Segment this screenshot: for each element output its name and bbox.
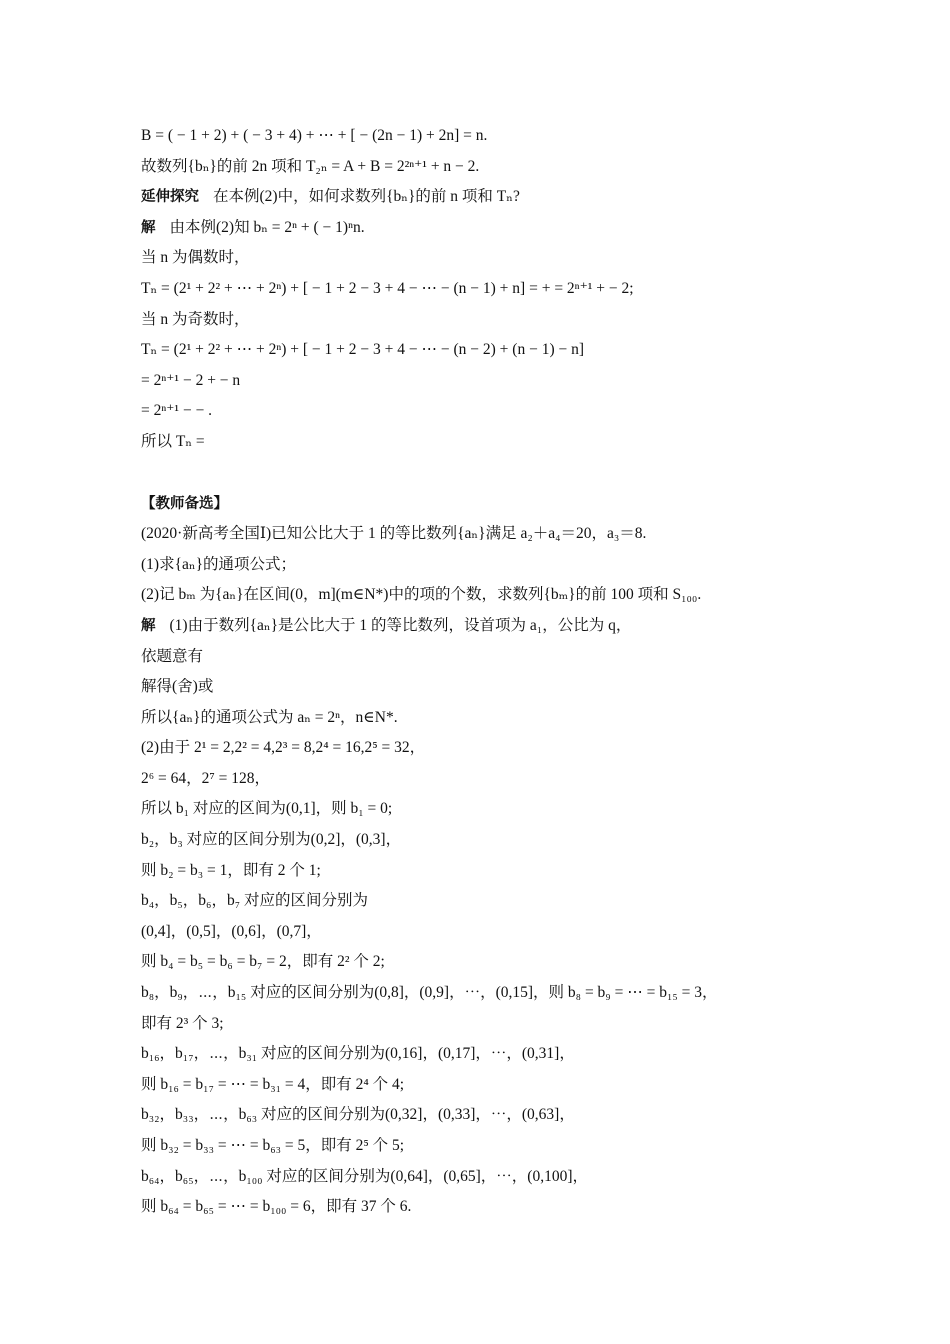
text-line: b₁₆，b₁₇，⋯，b₃₁ 对应的区间分别为(0,16]，(0,17]，⋯，(0,31]， — [141, 1045, 575, 1063]
text-line: (2)由于 2¹ = 2,2² = 4,2³ = 8,2⁴ = 16,2⁵ = 32， — [141, 739, 426, 757]
text-line: 故数列{bₙ}的前 2n 项和 T₂ₙ = A + B = 2²ⁿ⁺¹ + n − 2. — [141, 157, 480, 175]
solution-text: 由本例(2)知 bₙ = 2ⁿ + ( − 1)ⁿn. — [169, 218, 365, 236]
extension-line — [141, 182, 821, 213]
text-line: 解得(舍)或 — [141, 678, 214, 696]
text-line: b₃₂，b₃₃，⋯，b₆₃ 对应的区间分别为(0,32]，(0,33]，⋯，(0,63]， — [141, 1106, 575, 1124]
document-body — [141, 121, 821, 1223]
extension-label: 延伸探究 — [141, 189, 199, 206]
text-line: 当 n 为偶数时， — [141, 249, 250, 267]
solution-label: 解 — [141, 617, 156, 634]
solution-line — [141, 213, 821, 244]
extension-text: 在本例(2)中，如何求数列{bₙ}的前 n 项和 Tₙ? — [213, 188, 520, 206]
formula-line: Tₙ = (2¹ + 2² + ⋯ + 2ⁿ) + [ − 1 + 2 − 3 + 4 − ⋯ − (n − 2) + (n − 1) − n] — [141, 341, 585, 359]
text-line: 则 b₆₄ = b₆₅ = ⋯ = b₁₀₀ = 6，即有 37 个 6. — [141, 1198, 412, 1216]
solution-label: 解 — [141, 219, 156, 236]
text-line: 2⁶ = 64，2⁷ = 128， — [141, 769, 271, 787]
problem-statement: (2020·新高考全国Ⅰ)已知公比大于 1 的等比数列{aₙ}满足 a₂＋a₄＝20，a₃＝8. — [141, 525, 647, 543]
problem-part-1: (1)求{aₙ}的通项公式； — [141, 555, 297, 573]
formula-line: 所以 Tₙ = — [141, 432, 205, 450]
formula-line: Tₙ = (2¹ + 2² + ⋯ + 2ⁿ) + [ − 1 + 2 − 3 + 4 − ⋯ − (n − 1) + n] = + = 2ⁿ⁺¹ + − 2; — [141, 279, 634, 297]
text-line: b₈，b₉，⋯，b₁₅ 对应的区间分别为(0,8]，(0,9]，⋯，(0,15]，则 b₈ = b₉ = ⋯ = b₁₅ = 3， — [141, 984, 718, 1002]
text-line: 则 b₄ = b₅ = b₆ = b₇ = 2，即有 2² 个 2; — [141, 953, 385, 971]
text-line: 所以 b₁ 对应的区间为(0,1]，则 b₁ = 0; — [141, 800, 393, 818]
problem-part-2: (2)记 bₘ 为{aₙ}在区间(0，m](m∈N*)中的项的个数，求数列{bₘ}的前 100 项和 S₁₀₀. — [141, 586, 702, 604]
text-line: 则 b₃₂ = b₃₃ = ⋯ = b₆₃ = 5，即有 2⁵ 个 5; — [141, 1137, 405, 1154]
text-line: b₆₄，b₆₅，⋯，b₁₀₀ 对应的区间分别为(0,64]，(0,65]，⋯，(0,100]， — [141, 1167, 588, 1185]
text-line: 所以{aₙ}的通项公式为 aₙ = 2ⁿ，n∈N*. — [141, 708, 398, 726]
text-line: 依题意有 — [141, 647, 204, 665]
text-line: 即有 2³ 个 3; — [141, 1014, 224, 1032]
section-heading: 【教师备选】 — [141, 495, 228, 512]
text-line: 则 b₁₆ = b₁₇ = ⋯ = b₃₁ = 4，即有 2⁴ 个 4; — [141, 1075, 405, 1093]
formula-line: = 2ⁿ⁺¹ − 2 + − n — [141, 371, 241, 389]
text-line: (0,4]，(0,5]，(0,6]，(0,7]， — [141, 922, 322, 940]
solution-line — [141, 611, 821, 642]
formula-line: = 2ⁿ⁺¹ − − . — [141, 402, 213, 420]
text-line: 则 b₂ = b₃ = 1，即有 2 个 1; — [141, 861, 321, 879]
text-line: b₂，b₃ 对应的区间分别为(0,2]，(0,3]， — [141, 831, 402, 849]
text-line: 当 n 为奇数时， — [141, 310, 250, 328]
text-line: b₄，b₅，b₆，b₇ 对应的区间分别为 — [141, 892, 368, 910]
solution-text: (1)由于数列{aₙ}是公比大于 1 的等比数列，设首项为 a₁，公比为 q， — [169, 616, 632, 634]
spacer — [141, 458, 821, 489]
text-line: B = ( − 1 + 2) + ( − 3 + 4) + ⋯ + [ − (2n − 1) + 2n] = n. — [141, 127, 488, 144]
